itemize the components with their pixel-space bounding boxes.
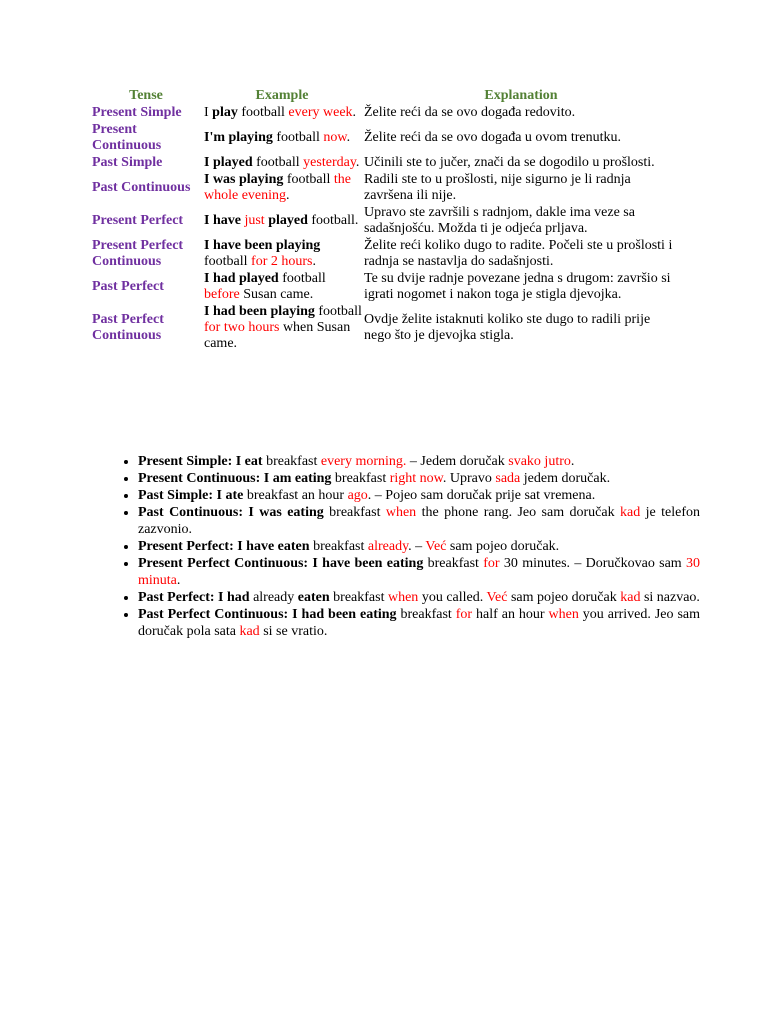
- example-segment: football: [272, 130, 324, 145]
- table-row: [90, 172, 680, 205]
- example-segment: when Susan came.: [204, 320, 351, 351]
- example-segment: .: [346, 130, 351, 145]
- bullet-segment: Present Perfect: I have eaten: [138, 539, 310, 554]
- tense-example: [202, 304, 362, 353]
- list-item: [138, 504, 700, 538]
- bullet-segment: the phone rang. Jeo sam doručak: [416, 505, 620, 520]
- bullet-segment: sam pojeo doručak: [507, 590, 621, 605]
- bullet-segment: kad: [239, 624, 260, 639]
- bullet-segment: breakfast: [309, 539, 368, 554]
- example-segment: .: [312, 254, 316, 269]
- tense-explanation: Ovdje želite istaknuti koliko ste dugo to radili prije nego što je djevojka stigla.: [364, 312, 651, 343]
- list-item: [138, 453, 700, 470]
- example-segment: just: [244, 213, 265, 228]
- example-segment: I'm playing: [204, 130, 273, 145]
- bullet-segment: every morning.: [320, 454, 407, 469]
- bullet-segment: . – Pojeo sam doručak prije sat vremena.: [367, 488, 596, 503]
- example-segment: before: [204, 287, 240, 302]
- bullet-segment: jedem doručak.: [520, 471, 611, 486]
- tense-name: Present Continuous: [92, 122, 162, 153]
- bullet-segment: for: [455, 607, 473, 622]
- bullet-segment: Past Perfect: I had: [138, 590, 250, 605]
- bullet-segment: Present Simple: I eat: [138, 454, 263, 469]
- table-row: [90, 205, 680, 238]
- bullet-segment: – Jedem doručak: [406, 454, 509, 469]
- tense-example: [202, 122, 362, 155]
- list-item: [138, 589, 700, 606]
- bullet-segment: ago: [347, 488, 368, 503]
- table-header-row: [90, 86, 680, 105]
- tense-explanation: Učinili ste to jučer, znači da se dogodilo u prošlosti.: [364, 155, 655, 170]
- bullet-segment: Present Continuous: I am eating: [138, 471, 332, 486]
- bullet-segment: breakfast an hour: [243, 488, 348, 503]
- bullet-segment: Već: [486, 590, 508, 605]
- tense-name: Present Perfect Continuous: [92, 238, 184, 269]
- tense-example: [202, 105, 362, 122]
- bullet-segment: Past Continuous: I was eating: [138, 505, 324, 520]
- bullet-segment: si se vratio.: [259, 624, 328, 639]
- bullet-segment: sada: [495, 471, 521, 486]
- bullet-segment: breakfast: [329, 590, 388, 605]
- table-row: [90, 304, 680, 353]
- example-segment: I have been playing: [204, 238, 321, 253]
- bullet-segment: si nazvao.: [640, 590, 700, 605]
- bullet-segment: half an hour: [472, 607, 549, 622]
- list-item: [138, 555, 700, 589]
- table-row: [90, 122, 680, 155]
- bullet-segment: when: [548, 607, 579, 622]
- example-segment: I was playing: [204, 172, 284, 187]
- example-segment: .: [286, 188, 290, 203]
- bullet-segment: you called.: [418, 590, 487, 605]
- header-example: Example: [255, 87, 309, 103]
- tense-example: [202, 238, 362, 271]
- example-segment: I: [204, 105, 213, 120]
- bullet-segment: breakfast: [323, 505, 386, 520]
- tense-name: Past Simple: [92, 155, 163, 170]
- list-item: [138, 606, 700, 640]
- table-row: [90, 271, 680, 304]
- bullet-segment: Već: [425, 539, 447, 554]
- table-row: [90, 105, 680, 122]
- bullet-segment: breakfast: [396, 607, 456, 622]
- bullet-segment: already: [367, 539, 409, 554]
- example-segment: .: [352, 105, 357, 120]
- header-explanation: Explanation: [484, 87, 558, 103]
- bullet-segment: . Upravo: [442, 471, 496, 486]
- example-segment: now: [323, 130, 347, 145]
- bullet-segment: Past Perfect Continuous: I had been eating: [138, 607, 397, 622]
- tense-explanation: Te su dvije radnje povezane jedna s drugom: završio si igrati nogomet i nakon toga je stigla djevojka.: [364, 271, 671, 302]
- list-item: [138, 487, 700, 504]
- list-item: [138, 470, 700, 487]
- example-segment: yesterday: [303, 155, 356, 170]
- bullet-segment: right now: [389, 471, 443, 486]
- bullet-segment: Present Perfect Continuous: I have been eating: [138, 556, 424, 571]
- tense-explanation: Želite reći da se ovo događa redovito.: [364, 105, 576, 120]
- tense-name: Past Perfect: [92, 279, 164, 294]
- example-segment: I have: [204, 213, 245, 228]
- table-body: [90, 105, 680, 353]
- table-row: [90, 155, 680, 172]
- header-tense: Tense: [129, 87, 163, 103]
- bullet-segment: sam pojeo doručak.: [446, 539, 560, 554]
- example-segment: every week: [288, 105, 353, 120]
- bullet-segment: .: [176, 573, 181, 588]
- bullet-segment: .: [570, 454, 575, 469]
- tense-example: [202, 155, 362, 172]
- list-item: [138, 538, 700, 555]
- example-segment: .: [355, 155, 360, 170]
- bullet-segment: 30 minutes. – Doručkovao sam: [499, 556, 686, 571]
- tense-explanation: Upravo ste završili s radnjom, dakle ima veze sa sadašnjošću. Možda ti je odjeća prljava.: [364, 205, 635, 236]
- tense-explanation: Želite reći da se ovo događa u ovom trenutku.: [364, 130, 621, 145]
- example-segment: the whole evening: [204, 172, 352, 203]
- example-segment: for two hours: [204, 320, 280, 335]
- tense-example: [202, 172, 362, 205]
- bullet-segment: kad: [620, 590, 641, 605]
- bullet-segment: breakfast: [331, 471, 390, 486]
- bullet-segment: when: [387, 590, 419, 605]
- bullet-segment: eaten: [297, 590, 330, 605]
- bullet-segment: kad: [620, 505, 641, 520]
- example-segment: football: [237, 105, 289, 120]
- tense-explanation: Želite reći koliko dugo to radite. Počeli ste u prošlosti i radnja se nastavlja do sadašnjosti.: [364, 238, 673, 269]
- bullet-segment: you arrived. Jeo sam doručak pola sata: [138, 607, 700, 639]
- bullet-segment: when: [385, 505, 417, 520]
- tense-name: Present Perfect: [92, 213, 184, 228]
- bullet-segment: . –: [408, 539, 426, 554]
- example-segment: played: [264, 213, 308, 228]
- example-segment: I had played: [204, 271, 279, 286]
- bullet-segment: for: [483, 556, 500, 571]
- tense-example: [202, 205, 362, 238]
- tense-explanation: Radili ste to u prošlosti, nije sigurno je li radnja završena ili nije.: [364, 172, 631, 203]
- example-segment: I played: [204, 155, 253, 170]
- example-segment: football: [252, 155, 304, 170]
- table-row: [90, 238, 680, 271]
- bullet-segment: 30 minuta: [138, 556, 700, 588]
- bullet-segment: Past Simple: I ate: [138, 488, 244, 503]
- bullet-segment: je telefon zazvonio.: [138, 505, 700, 537]
- example-segment: I had been playing: [204, 304, 315, 319]
- tense-name: Past Continuous: [92, 180, 191, 195]
- bullet-segment: already: [249, 590, 298, 605]
- example-segment: football: [283, 172, 334, 187]
- example-segment: for 2 hours: [251, 254, 313, 269]
- tense-example: [202, 271, 362, 304]
- examples-bullet-list: [114, 453, 700, 640]
- example-segment: football: [204, 254, 252, 269]
- tense-name: Past Perfect Continuous: [92, 312, 164, 343]
- tenses-table: [90, 86, 680, 353]
- bullet-segment: breakfast: [262, 454, 321, 469]
- example-segment: Susan came.: [239, 287, 314, 302]
- bullet-segment: svako jutro: [508, 454, 571, 469]
- bullet-segment: breakfast: [423, 556, 484, 571]
- example-segment: play: [212, 105, 238, 120]
- example-segment: football: [278, 271, 326, 286]
- tense-name: Present Simple: [92, 105, 182, 120]
- example-segment: football.: [307, 213, 359, 228]
- example-segment: football: [314, 304, 362, 319]
